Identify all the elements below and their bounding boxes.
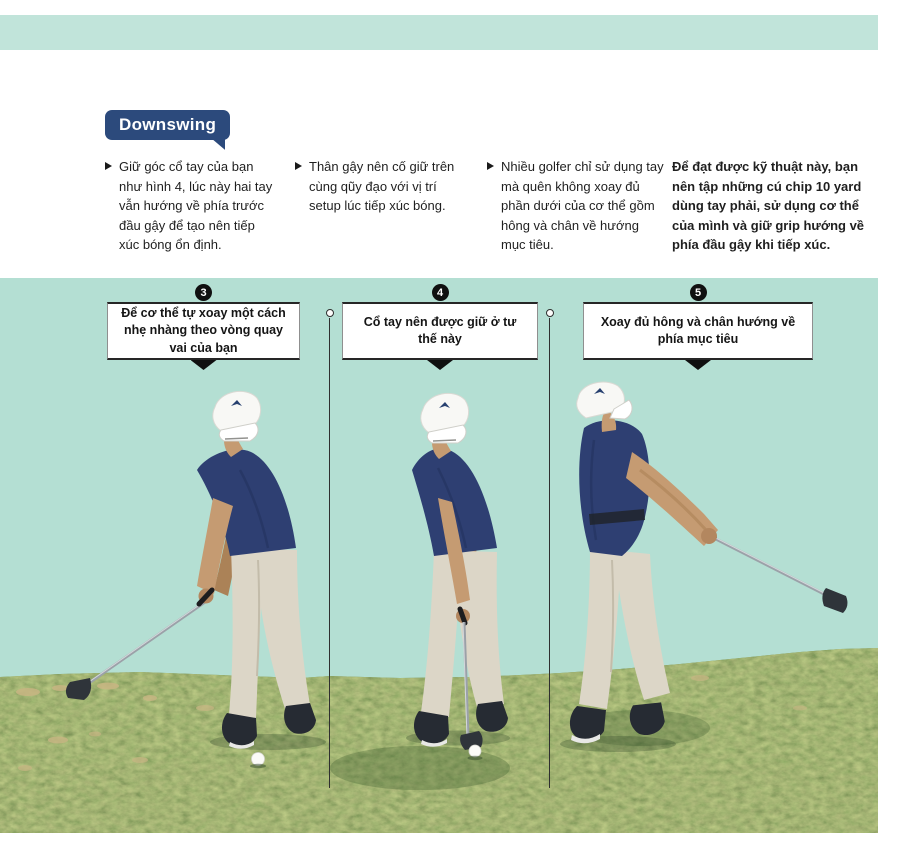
step-number-badge: 5 — [690, 284, 707, 301]
step-number-badge: 3 — [195, 284, 212, 301]
section-badge-label: Downswing — [119, 115, 217, 134]
divider-dot-icon — [546, 309, 554, 317]
photo-strip — [0, 278, 878, 833]
step-caption-4 — [342, 284, 538, 370]
step-number-badge: 4 — [432, 284, 449, 301]
tip-text: Thân gậy nên cố giữ trên cùng qũy đạo với vị trí setup lúc tiếp xúc bóng. — [309, 159, 455, 213]
step-caption-text: Cổ tay nên được giữ ở tư thế này — [363, 314, 517, 346]
pointer-down-icon — [427, 360, 453, 370]
golfer-impact-wrist-photo — [383, 384, 568, 770]
tip-item — [105, 157, 275, 255]
golfer-follow-through-photo — [558, 376, 863, 770]
bullet-triangle-icon — [487, 162, 494, 170]
step-caption-box — [107, 302, 300, 360]
golfer-shoulder-turn-photo — [55, 388, 345, 770]
top-accent-bar — [0, 15, 878, 50]
tip-item-emphasis — [672, 157, 880, 255]
step-caption-5 — [583, 284, 813, 370]
step-caption-box — [583, 302, 813, 360]
tip-item — [295, 157, 465, 216]
step-caption-3 — [107, 284, 300, 370]
step-caption-box — [342, 302, 538, 360]
section-badge — [105, 110, 230, 140]
step-caption-text: Để cơ thể tự xoay một cách nhẹ nhàng theo vòng quay vai của bạn — [121, 306, 286, 355]
step-caption-text: Xoay đủ hông và chân hướng về phía mục tiêu — [600, 314, 796, 346]
bullet-triangle-icon — [105, 162, 112, 170]
tip-text: Nhiều golfer chỉ sử dụng tay mà quên không xoay đủ phần dưới của cơ thể gồm hông và chân về hướng mục tiêu. — [501, 159, 664, 252]
tip-text: Để đạt được kỹ thuật này, bạn nên tập những cú chip 10 yard dùng tay phải, sử dụng cơ thể của mình và giữ grip hướng về phía đầu gậy khi tiếp xúc. — [672, 159, 865, 252]
tip-item — [487, 157, 667, 255]
pointer-down-icon — [685, 360, 711, 370]
bullet-triangle-icon — [295, 162, 302, 170]
tips-row — [0, 157, 900, 275]
tip-text: Giữ góc cổ tay của bạn như hình 4, lúc này hai tay vẫn hướng về phía trước đầu gậy để tạo nên tiếp xúc bóng ổn định. — [119, 159, 273, 252]
pointer-down-icon — [191, 360, 217, 370]
divider-dot-icon — [326, 309, 334, 317]
